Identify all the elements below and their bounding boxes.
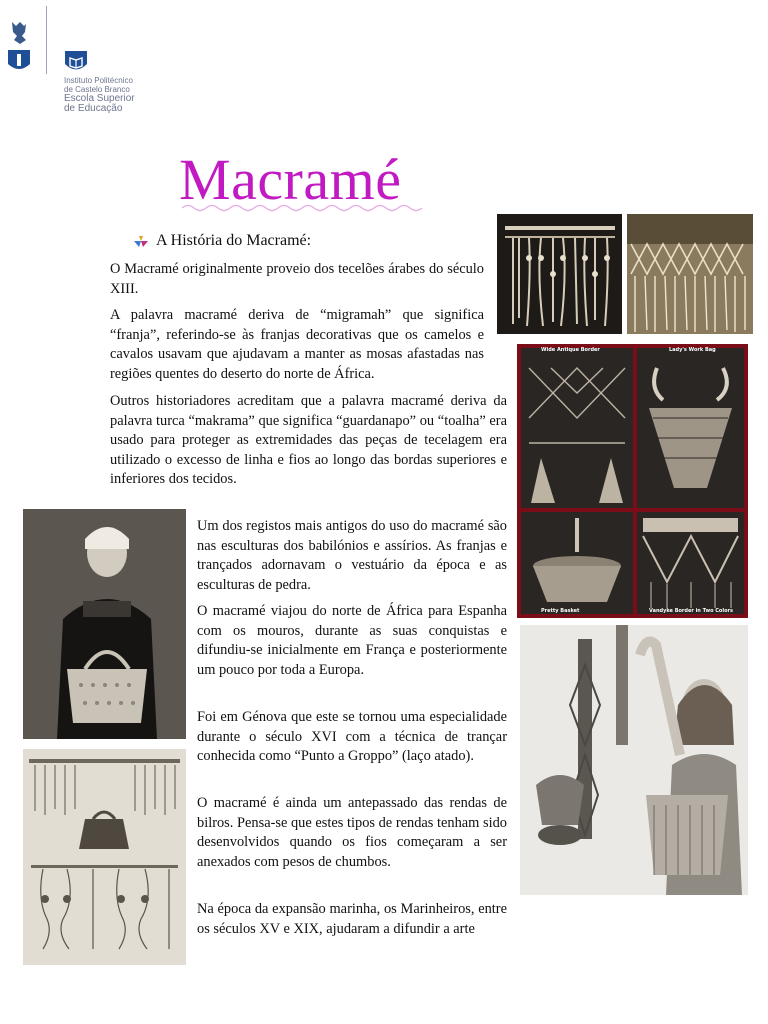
institution-line: Instituto Politécnico (64, 76, 133, 85)
macrame-engraving-sheet (23, 749, 186, 965)
logo-divider (46, 6, 47, 74)
paragraph-8: Na época da expansão marinha, os Marinheiros, entre os séculos XV e XIX, ajudaram a difundir a arte (197, 901, 507, 937)
title-underline (182, 203, 424, 213)
bullet-icon (134, 236, 148, 248)
ladys-work-bag-image (637, 348, 744, 508)
vandyke-border-image (637, 512, 744, 614)
paragraph-6: Foi em Génova que este se tornou uma especialidade durante o século XVI com a técnica de trançar conhecida como “Punto a Groppo” (laço atado). (197, 709, 507, 765)
institution-line: de Educação (64, 103, 123, 114)
wide-antique-border-caption: Wide Antique Border (541, 347, 600, 353)
section-heading: A História do Macramé: (156, 232, 312, 249)
wide-antique-border-image (521, 348, 633, 508)
paragraph-5: O macramé viajou do norte de África para Espanha com os mouros, durante as suas conquistas e difundiu-se inicialmente em França e posteriormente um pouco por toda a Europa. (197, 603, 507, 678)
page-title: Macramé (179, 147, 402, 212)
paragraph-3: Outros historiadores acreditam que a palavra macramé deriva da palavra turca “makrama” que significa “guardanapo” ou “toalha” era usado para proteger as extremidades das peças de tecelagem era utilizado o excesso de linha e fios ao longo das bordas superiores e inferiores dos tecidos. (110, 393, 507, 488)
school-crest-logo (6, 20, 32, 76)
institution-line: Escola Superior (64, 93, 135, 104)
institution-line: de Castelo Branco (64, 85, 130, 94)
paragraph-7: O macramé é ainda um antepassado das rendas de bilros. Pensa-se que estes tipos de rendas tenham sido desenvolvidos quando os fios começaram a ser anexados com pesos de chumbos. (197, 795, 507, 870)
vandyke-border-caption: Vandyke Border in Two Colors (649, 608, 733, 614)
woman-with-macrame-photo (520, 625, 748, 895)
macrame-fringe-photo (497, 214, 622, 334)
pretty-basket-caption: Pretty Basket (541, 608, 580, 614)
pretty-basket-image (521, 512, 633, 614)
macrame-fringe-photo-2 (627, 214, 753, 334)
paragraph-2: A palavra macramé deriva de “migramah” que significa “franja”, referindo-se às franjas decorativas que os camelos e cavalos usavam que ajudavam a manter as mosas afastadas nas regiões quentes do deserto do norte de África. (110, 307, 484, 382)
ladys-work-bag-caption: Lady's Work Bag (669, 347, 716, 353)
book-shield-logo (64, 50, 88, 74)
paragraph-4: Um dos registos mais antigos do uso do macramé são nas esculturas dos babilónios e assírios. As franjas e trançados adornavam o vestuário da época e as esculturas de pedra. (197, 518, 507, 593)
institution-name (64, 76, 135, 114)
paragraph-1: O Macramé originalmente proveio dos tecelões árabes do século XIII. (110, 261, 484, 297)
victorian-portrait-photo (23, 509, 186, 739)
macrame-catalogue-panel (517, 344, 748, 618)
